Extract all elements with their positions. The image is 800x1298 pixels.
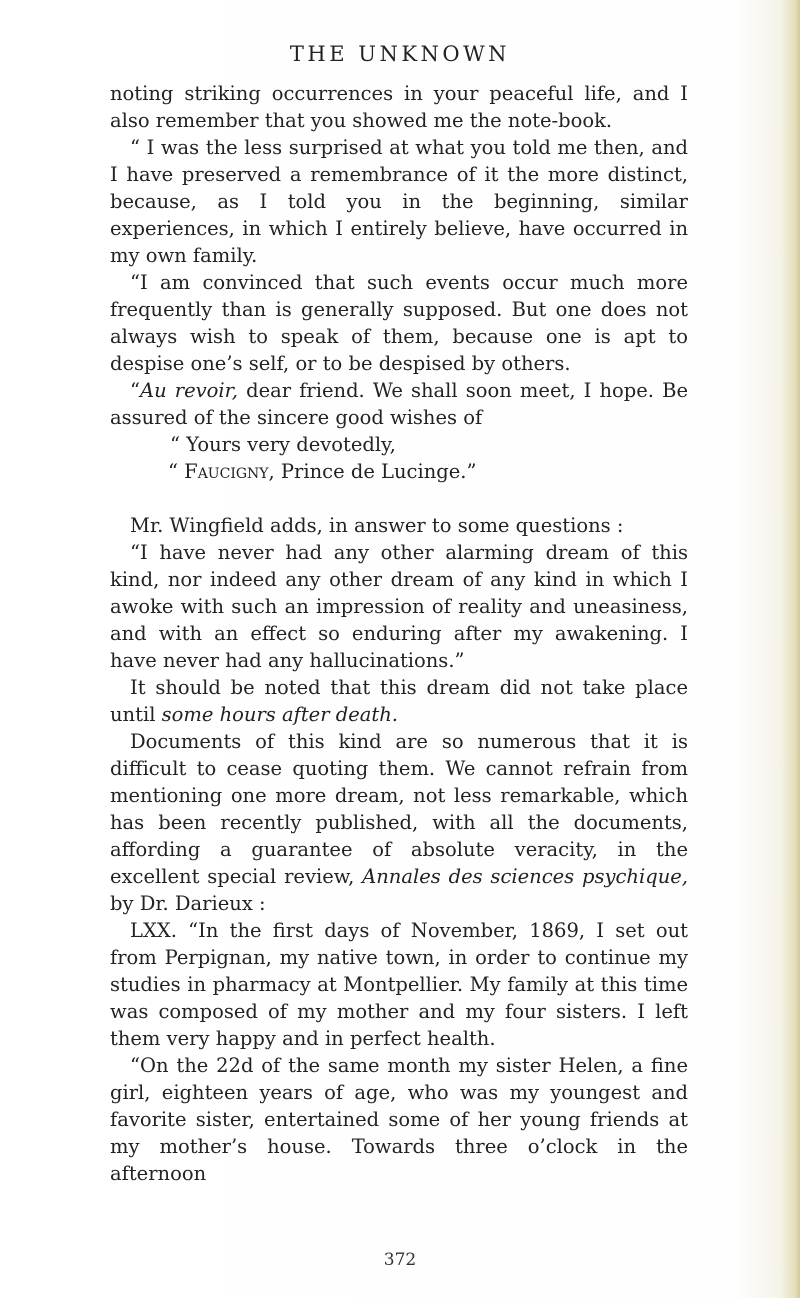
italic-phrase: some hours after death. [161, 703, 398, 726]
signature-title: Prince de Lucinge.” [274, 460, 477, 483]
paragraph: “I am convinced that such events occur much more frequently than is generally supposed. But one does not always wish to speak of them, because one is apt to despise one’s self, or to be despised by others. [110, 271, 688, 375]
quote-mark: “ [130, 379, 140, 402]
paragraph: noting striking occurrences in your peaceful life, and I also remember that you showed me the note-book. [110, 82, 688, 132]
body-text [110, 80, 688, 1187]
paragraph: “I have never had any other alarming dream of this kind, nor indeed any other dream of any kind in which I awoke with such an impression of reality and uneasiness, and with an effect so enduring after my awakening. I have never had any hallucinations.” [110, 541, 688, 672]
signature-line [110, 458, 688, 485]
paragraph: “ I was the less surprised at what you told me then, and I have preserved a remembrance of it the more distinct, because, as I told you in the beginning, similar experiences, in which I entirely believe, have occurred in my own family. [110, 136, 688, 267]
italic-phrase: Au revoir, [139, 379, 238, 402]
page-edge [782, 0, 800, 1298]
signature-line: “ Yours very devotedly, [170, 433, 396, 456]
paragraph-text: It should be noted that this dream did not take place until [110, 676, 688, 726]
journal-title: Annales des sciences psychique, [362, 865, 688, 888]
paragraph [110, 377, 688, 431]
paragraph-text: by Dr. Darieux : [110, 892, 266, 915]
paragraph: LXX. “In the first days of November, 1869, I set out from Perpignan, my native town, in order to continue my studies in pharmacy at Montpellier. My family at this time was composed of my mother and my four sisters. I left them very happy and in perfect health. [110, 919, 688, 1050]
paragraph: Mr. Wingfield adds, in answer to some questions : [130, 514, 624, 537]
page-number: 372 [383, 1250, 417, 1270]
paragraph [110, 728, 688, 917]
quote-mark: “ [168, 460, 185, 483]
paragraph-text: dear friend. We shall soon meet, I hope. Be assured of the sincere good wishes of [110, 379, 688, 429]
paragraph: “On the 22d of the same month my sister Helen, a fine girl, eighteen years of age, who was my youngest and favorite sister, entertained some of her young friends at my mother’s house. Towards three o’clock in the afternoon [110, 1054, 688, 1185]
paragraph-text: Documents of this kind are so numerous that it is difficult to cease quoting them. We cannot refrain from mentioning one more dream, not less remarkable, which has been recently published, with all the documents, affording a guarantee of absolute veracity, in the excellent special review, [110, 730, 688, 888]
running-head: THE UNKNOWN [289, 42, 511, 66]
paragraph [110, 674, 688, 728]
signature-name: Faucigny, [184, 460, 275, 483]
